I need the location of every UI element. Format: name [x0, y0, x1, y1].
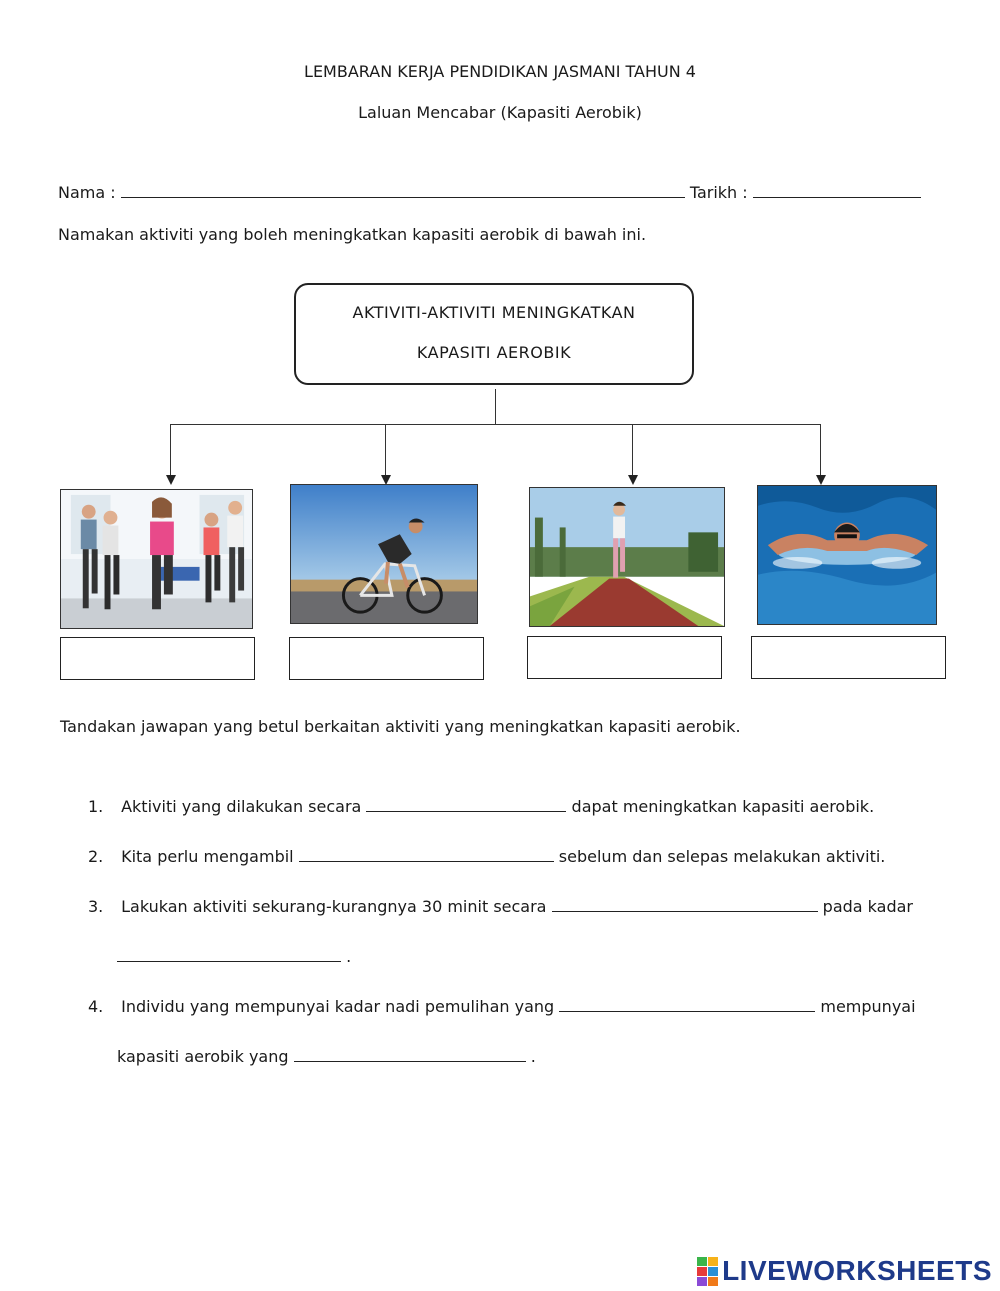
- answer-box-2[interactable]: [289, 637, 484, 680]
- question-number: 3.: [88, 897, 104, 916]
- question-4-continued: [117, 1047, 536, 1066]
- question-2-blank[interactable]: [299, 847, 554, 862]
- heading-line-2: KAPASITI AEROBIK: [416, 343, 572, 362]
- swimming-photo: [757, 485, 937, 625]
- arrow-3-icon: [628, 475, 638, 485]
- connector-bar: [170, 424, 821, 425]
- answer-box-4[interactable]: [751, 636, 946, 679]
- question-text: .: [346, 947, 352, 966]
- name-blank[interactable]: [121, 183, 685, 198]
- question-3: [88, 897, 913, 916]
- question-1-blank[interactable]: [366, 797, 566, 812]
- question-number: 4.: [88, 997, 104, 1016]
- question-text: Lakukan aktiviti sekurang-kurangnya 30 minit secara: [121, 897, 547, 916]
- question-text: sebelum dan selepas melakukan aktiviti.: [558, 847, 886, 866]
- connector-1: [170, 424, 171, 476]
- connector-3: [632, 424, 633, 476]
- connector-2: [385, 424, 386, 476]
- question-text: .: [530, 1047, 536, 1066]
- name-label: Nama :: [58, 183, 116, 202]
- question-2: [88, 847, 885, 866]
- activities-heading-box: [294, 283, 694, 385]
- heading-line-1: AKTIVITI-AKTIVITI MENINGKATKAN: [352, 303, 636, 322]
- question-number: 1.: [88, 797, 104, 816]
- logo-text: LIVEWORKSHEETS: [722, 1255, 992, 1286]
- question-3-blank-b[interactable]: [117, 947, 341, 962]
- name-row: [58, 183, 921, 202]
- question-text: Individu yang mempunyai kadar nadi pemulihan yang: [121, 997, 555, 1016]
- question-3-continued: [117, 947, 351, 966]
- arrow-1-icon: [166, 475, 176, 485]
- connector-4: [820, 424, 821, 476]
- question-text: Kita perlu mengambil: [121, 847, 294, 866]
- section2-instruction: Tandakan jawapan yang betul berkaitan aktiviti yang meningkatkan kapasiti aerobik.: [60, 717, 741, 736]
- liveworksheets-icon: [697, 1257, 718, 1286]
- liveworksheets-logo[interactable]: [697, 1255, 992, 1287]
- question-4-blank-b[interactable]: [294, 1047, 526, 1062]
- question-text: Aktiviti yang dilakukan secara: [121, 797, 362, 816]
- question-text: dapat meningkatkan kapasiti aerobik.: [571, 797, 875, 816]
- question-text: kapasiti aerobik yang: [117, 1047, 289, 1066]
- running-photo: [529, 487, 725, 627]
- question-1: [88, 797, 874, 816]
- date-blank[interactable]: [753, 183, 921, 198]
- date-label: Tarikh :: [689, 183, 748, 202]
- question-text: mempunyai: [820, 997, 916, 1016]
- question-4-blank-a[interactable]: [559, 997, 815, 1012]
- answer-box-3[interactable]: [527, 636, 722, 679]
- question-number: 2.: [88, 847, 104, 866]
- answer-box-1[interactable]: [60, 637, 255, 680]
- connector-stem: [495, 389, 496, 425]
- question-text: pada kadar: [822, 897, 914, 916]
- question-4: [88, 997, 916, 1016]
- worksheet-title: LEMBARAN KERJA PENDIDIKAN JASMANI TAHUN 4: [304, 62, 696, 81]
- worksheet-subtitle: Laluan Mencabar (Kapasiti Aerobik): [358, 103, 642, 122]
- arrow-4-icon: [816, 475, 826, 485]
- aerobics-photo: [60, 489, 253, 629]
- question-3-blank-a[interactable]: [552, 897, 818, 912]
- cycling-photo: [290, 484, 478, 624]
- section1-instruction: Namakan aktiviti yang boleh meningkatkan kapasiti aerobik di bawah ini.: [58, 225, 647, 244]
